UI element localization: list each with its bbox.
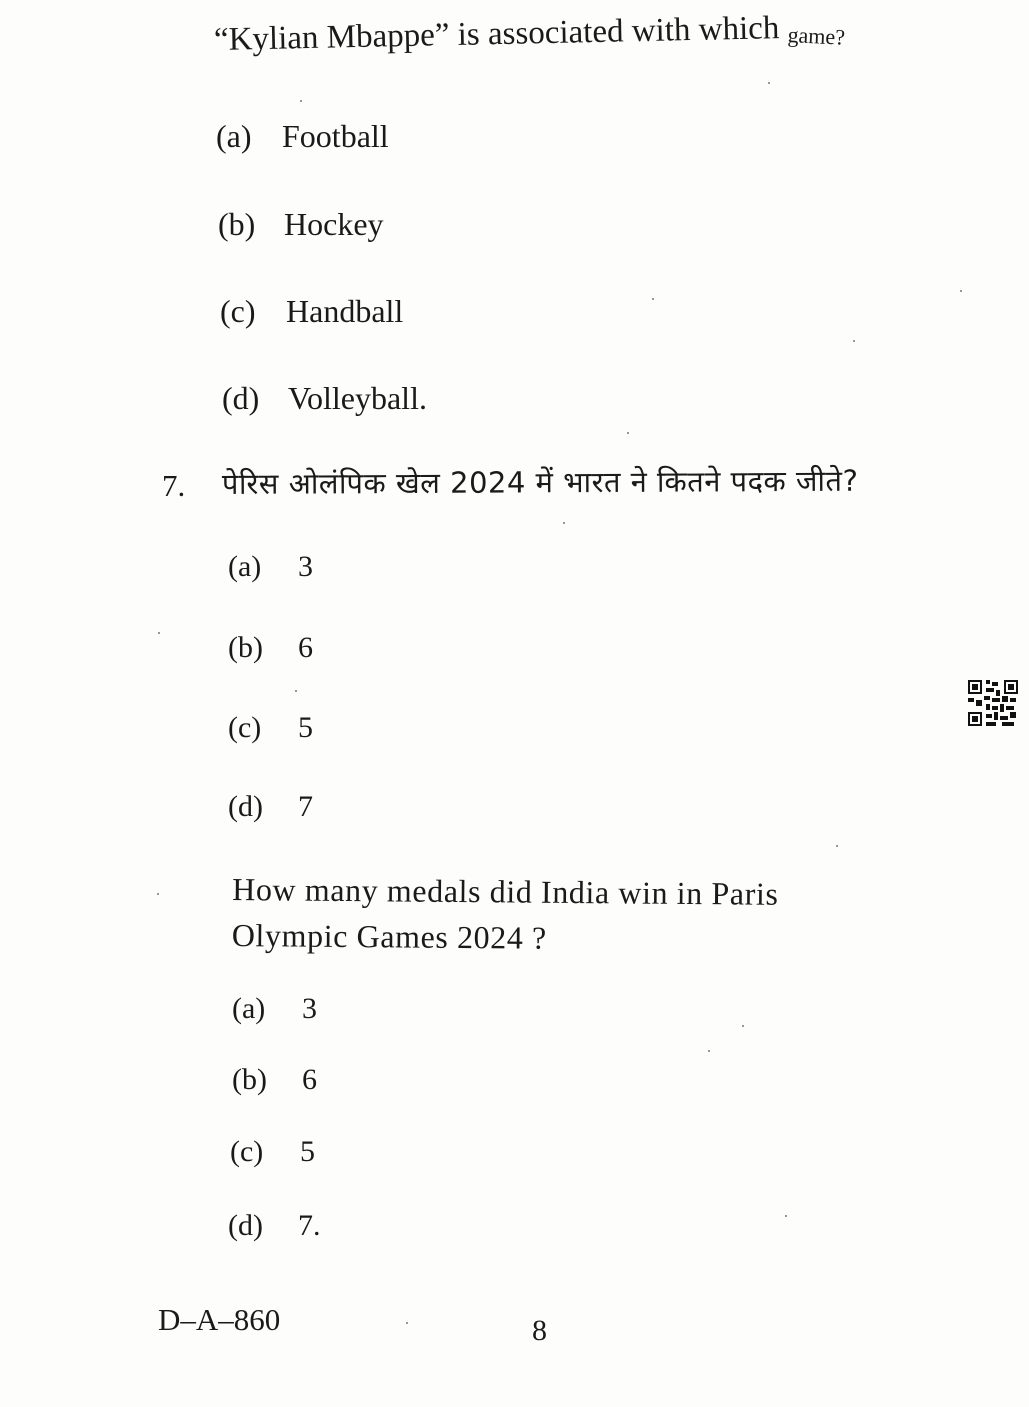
option-text: 5 [298,711,313,744]
q7-hindi-option-c [228,711,313,745]
q7-english-option-c [230,1135,315,1169]
question-7-number: 7. [162,468,186,503]
option-label: (c) [230,1135,264,1168]
option-label: (b) [228,631,263,664]
q6-option-d [222,380,427,417]
question-6-main: “Kylian Mbappe” is associated with which [213,9,788,58]
scan-speck [627,432,629,434]
option-label: (d) [222,380,260,416]
scan-speck [836,845,838,847]
option-label: (d) [228,1209,263,1242]
option-text: 7 [298,790,313,823]
question-7-english-line2: Olympic Games 2024 ? [231,916,547,956]
q7-hindi-option-d [228,790,313,824]
question-6-text [214,9,846,59]
scan-speck [652,298,654,300]
q7-hindi-option-b [228,631,313,665]
q7-english-option-d [228,1209,321,1243]
option-text: 5 [300,1135,315,1168]
scan-speck [960,290,962,292]
option-text: Hockey [284,206,384,242]
scan-speck [295,690,297,692]
scan-speck [157,893,159,895]
option-text: 7. [298,1209,321,1242]
q6-option-b [218,206,384,243]
option-text: Football [282,118,389,154]
scan-speck [768,82,770,84]
scan-speck [300,100,302,102]
option-label: (a) [216,118,252,154]
option-text: Volleyball. [288,380,427,416]
paper-code: D–A–860 [158,1302,281,1337]
question-7-english-line1: How many medals did India win in Paris [232,871,779,912]
option-label: (a) [228,550,262,583]
q7-hindi-option-a [228,550,313,584]
option-text: 6 [302,1063,317,1096]
scan-speck [563,522,565,524]
scan-speck [853,340,855,342]
scan-speck [158,632,160,634]
question-6-tail: game? [786,21,846,50]
scan-speck [785,1215,787,1217]
qr-code-icon [968,680,1018,726]
scan-speck [406,1322,408,1324]
q7-english-option-a [232,992,317,1026]
option-text: 6 [298,631,313,664]
question-7-hindi: पेरिस ओलंपिक खेल 2024 में भारत ने कितने पदक जीते? [221,463,859,501]
q6-option-a [216,118,389,155]
option-text: 3 [298,550,313,583]
option-text: 3 [302,992,317,1025]
option-label: (a) [232,992,266,1025]
q6-option-c [220,293,403,330]
option-label: (c) [228,711,262,744]
option-label: (b) [218,206,256,242]
option-label: (d) [228,790,263,823]
q7-english-option-b [232,1063,317,1097]
option-label: (c) [220,293,256,329]
question-7-english [232,866,779,963]
option-label: (b) [232,1063,267,1096]
option-text: Handball [286,293,404,329]
scan-speck [708,1050,710,1052]
page-number: 8 [532,1314,547,1347]
scan-speck [742,1025,744,1027]
